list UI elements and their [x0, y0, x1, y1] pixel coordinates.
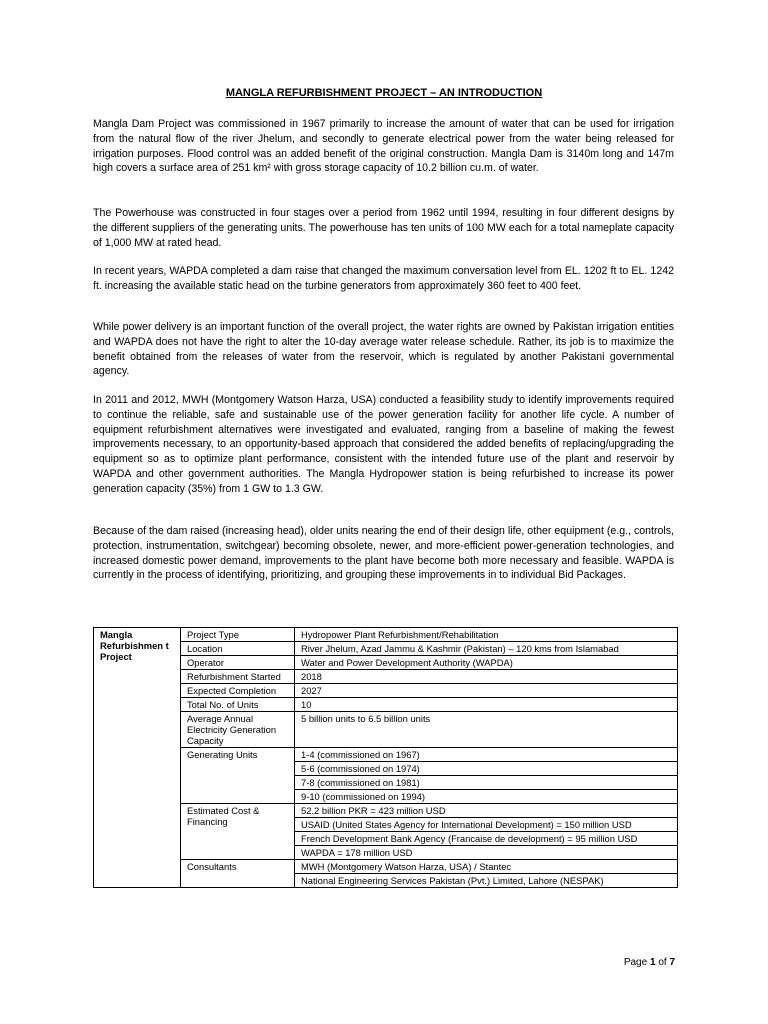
- paragraph-3: In recent years, WAPDA completed a dam raise that changed the maximum conversation level from EL. 1202 ft to EL. 1242 ft. increasing the available static head on the turbine generators from approximately 360 feet to 400 feet.: [93, 265, 674, 292]
- paragraph-1: Mangla Dam Project was commissioned in 1967 primarily to increase the amount of water that can be used for irrigation from the natural flow of the river Jhelum, and secondly to generate electrical power from the water being released for irrigation purposes. Flood control was an added benefit of the original construction. Mangla Dam is 3140m long and 147m high covers a surface area of 251 km² with gross storage capacity of 10.2 billion cu.m. of water.: [93, 118, 674, 175]
- project-info-table: [93, 627, 678, 888]
- row-value: Hydropower Plant Refurbishment/Rehabilitation: [295, 628, 678, 642]
- page-total: 7: [669, 957, 675, 968]
- row-label: Expected Completion: [181, 684, 295, 698]
- page-word: Page: [623, 957, 648, 968]
- page-current: 1: [649, 957, 656, 968]
- row-value: USAID (United States Agency for International Development) = 150 million USD: [295, 818, 678, 832]
- row-value: 2027: [295, 684, 678, 698]
- row-label: Estimated Cost & Financing: [181, 804, 295, 860]
- row-label: Generating Units: [181, 748, 295, 804]
- row-value: National Engineering Services Pakistan (Pvt.) Limited, Lahore (NESPAK): [295, 874, 678, 888]
- row-value: French Development Bank Agency (Francaise de development) = 95 million USD: [295, 832, 678, 846]
- row-value: River Jhelum, Azad Jammu & Kashmir (Pakistan) – 120 kms from Islamabad: [295, 642, 678, 656]
- row-value: 1-4 (commissioned on 1967): [295, 748, 678, 762]
- project-label-cell: Mangla Refurbishmen t Project: [94, 628, 181, 888]
- row-label: Average Annual Electricity Generation Capacity: [181, 712, 295, 748]
- page-of: of: [658, 957, 667, 968]
- table-row: [94, 628, 678, 642]
- row-value: MWH (Montgomery Watson Harza, USA) / Stantec: [295, 860, 678, 874]
- table-row: [94, 642, 678, 656]
- row-value: 10: [295, 698, 678, 712]
- table-row: [94, 712, 678, 748]
- paragraph-6: Because of the dam raised (increasing head), older units nearing the end of their design life, other equipment (e.g., controls, protection, instrumentation, switchgear) becoming obsolete, newer, and more-efficient power-generation technologies, and increased domestic power demand, improvements to the plant have become both more necessary and feasible. WAPDA is currently in the process of identifying, prioritizing, and grouping these improvements in to individual Bid Packages.: [93, 525, 674, 582]
- table-row: [94, 804, 678, 818]
- table-row: [94, 656, 678, 670]
- row-label: Total No. of Units: [181, 698, 295, 712]
- row-value: 2018: [295, 670, 678, 684]
- row-value: 9-10 (commissioned on 1994): [295, 790, 678, 804]
- row-value: 52.2 billion PKR = 423 million USD: [295, 804, 678, 818]
- row-label: Location: [181, 642, 295, 656]
- page-title: MANGLA REFURBISHMENT PROJECT – AN INTRODUCTION: [225, 87, 543, 99]
- row-value: Water and Power Development Authority (WAPDA): [295, 656, 678, 670]
- table-row: [94, 748, 678, 762]
- table-row: [94, 698, 678, 712]
- paragraph-2: The Powerhouse was constructed in four stages over a period from 1962 until 1994, resulting in four different designs by the different suppliers of the generating units. The powerhouse has ten units of 100 MW each for a total nameplate capacity of 1,000 MW at rated head.: [93, 207, 674, 249]
- table-row: [94, 670, 678, 684]
- row-value: WAPDA = 178 million USD: [295, 846, 678, 860]
- row-value: 5-6 (commissioned on 1974): [295, 762, 678, 776]
- paragraph-4: While power delivery is an important function of the overall project, the water rights are owned by Pakistan irrigation entities and WAPDA does not have the right to alter the 10-day average water release schedule. Rather, its job is to maximize the benefit obtained from the releases of water from the reservoir, which is regulated by another Pakistani governmental agency.: [93, 321, 674, 378]
- paragraph-5: In 2011 and 2012, MWH (Montgomery Watson Harza, USA) conducted a feasibility study to identify improvements required to continue the reliable, safe and sustainable use of the power generation facility for another life cycle. A number of equipment refurbishment alternatives were investigated and evaluated, ranging from a baseline of making the fewest improvements necessary, to an opportunity-based approach that considered the added benefits of replacing/upgrading the equipment so as to optimize plant performance, consistent with the intended future use of the plant and reservoir by WAPDA and other government authorities. The Mangla Hydropower station is being refurbished to increase its power generation capacity (35%) from 1 GW to 1.3 GW.: [93, 394, 674, 495]
- table-row: [94, 684, 678, 698]
- row-label: Operator: [181, 656, 295, 670]
- row-value: 5 billion units to 6.5 billion units: [295, 712, 678, 748]
- row-label: Refurbishment Started: [181, 670, 295, 684]
- table-row: [94, 860, 678, 874]
- row-label: Consultants: [181, 860, 295, 888]
- row-label: Project Type: [181, 628, 295, 642]
- page-number-footer: [624, 957, 675, 968]
- row-value: 7-8 (commissioned on 1981): [295, 776, 678, 790]
